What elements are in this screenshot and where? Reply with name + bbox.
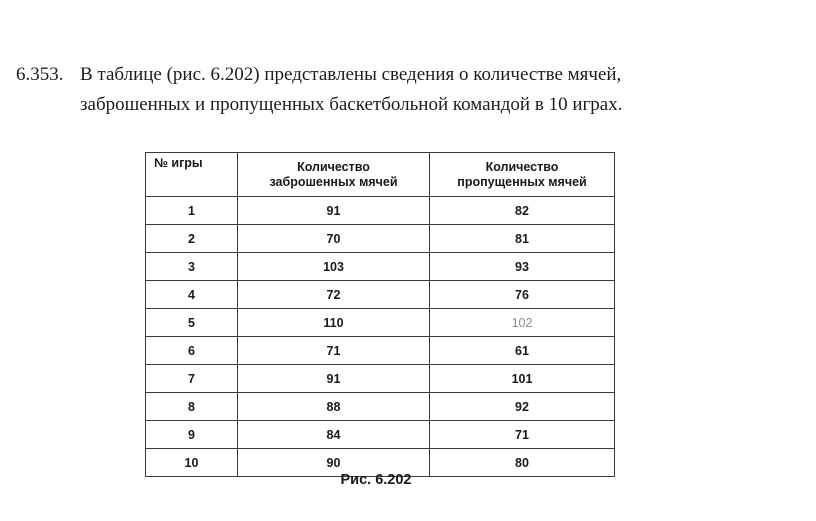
header-scored — [238, 153, 430, 197]
cell-missed: 102 — [430, 309, 615, 337]
cell-game: 1 — [146, 197, 238, 225]
table-row — [146, 197, 615, 225]
problem-text-2: заброшенных и пропущенных баскетбольной командой в 10 играх. — [80, 94, 623, 115]
cell-game: 7 — [146, 365, 238, 393]
header-missed-line-2: пропущенных мячей — [457, 174, 587, 189]
games-table — [145, 152, 615, 477]
cell-game: 2 — [146, 225, 238, 253]
cell-game: 9 — [146, 421, 238, 449]
cell-missed: 81 — [430, 225, 615, 253]
table-row — [146, 281, 615, 309]
cell-scored: 71 — [238, 337, 430, 365]
header-missed — [430, 153, 615, 197]
cell-missed: 82 — [430, 197, 615, 225]
cell-missed: 101 — [430, 365, 615, 393]
header-game-number: № игры — [146, 153, 238, 197]
table-row — [146, 365, 615, 393]
problem-text-1: В таблице (рис. 6.202) представлены сведения о количестве мячей, — [80, 64, 622, 85]
cell-scored: 110 — [238, 309, 430, 337]
table-row — [146, 421, 615, 449]
problem-statement — [16, 60, 796, 120]
problem-line-1 — [16, 60, 796, 90]
cell-game: 6 — [146, 337, 238, 365]
table-row — [146, 225, 615, 253]
cell-game: 10 — [146, 449, 238, 477]
cell-missed: 80 — [430, 449, 615, 477]
table-row — [146, 393, 615, 421]
cell-scored: 103 — [238, 253, 430, 281]
table-row — [146, 337, 615, 365]
table-row — [146, 309, 615, 337]
cell-game: 4 — [146, 281, 238, 309]
table-row — [146, 253, 615, 281]
figure-caption: Рис. 6.202 — [340, 472, 412, 488]
header-missed-line-1: Количество — [485, 159, 559, 174]
cell-scored: 70 — [238, 225, 430, 253]
table-header-row — [146, 153, 615, 197]
cell-scored: 90 — [238, 449, 430, 477]
problem-number: 6.353. — [16, 64, 64, 85]
cell-scored: 91 — [238, 197, 430, 225]
header-scored-line-2: заброшенных мячей — [269, 174, 398, 189]
cell-missed: 92 — [430, 393, 615, 421]
cell-missed: 76 — [430, 281, 615, 309]
cell-scored: 84 — [238, 421, 430, 449]
cell-missed: 61 — [430, 337, 615, 365]
cell-game: 3 — [146, 253, 238, 281]
cell-missed: 71 — [430, 421, 615, 449]
cell-scored: 72 — [238, 281, 430, 309]
cell-scored: 91 — [238, 365, 430, 393]
cell-scored: 88 — [238, 393, 430, 421]
cell-game: 8 — [146, 393, 238, 421]
header-scored-line-1: Количество — [297, 159, 370, 174]
cell-missed: 93 — [430, 253, 615, 281]
cell-game: 5 — [146, 309, 238, 337]
